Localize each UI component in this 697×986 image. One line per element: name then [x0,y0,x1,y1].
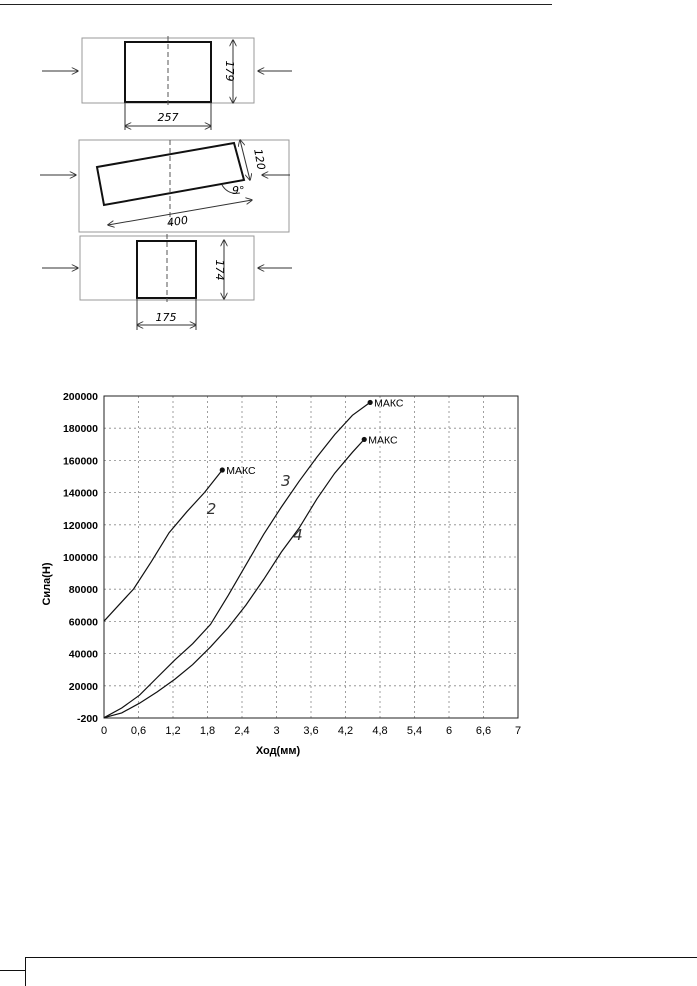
y-tick-label: 60000 [68,616,98,629]
y-tick-label: 20000 [68,680,98,693]
series-line-4 [104,439,364,717]
series [104,402,370,717]
specimen-sketches [0,0,697,370]
height-label: 174 [213,259,226,281]
y-tick-label: -200 [76,713,98,725]
x-tick-label: 1,8 [199,725,216,737]
max-point-marker [220,467,225,472]
force-displacement-chart [36,384,536,760]
width-label: 400 [166,213,189,230]
grid [104,396,518,718]
height-label: 179 [223,60,236,82]
x-tick-label: 0 [100,725,108,737]
series-line-3 [104,402,370,717]
x-tick-label: 0,6 [130,725,147,737]
page-footer-rule [25,957,697,958]
specimen-1 [42,36,292,130]
y-tick-label: 140000 [62,487,98,500]
x-axis-label: Ход(мм) [255,745,301,757]
width-label: 257 [157,111,179,124]
max-point-marker [368,400,373,405]
x-tick-label: 5,4 [406,725,423,737]
x-tick-label: 3,6 [303,725,319,737]
y-tick-labels [63,391,98,725]
x-tick-label: 2,4 [234,725,250,737]
y-tick-label: 100000 [62,552,98,564]
specimen-2 [40,140,290,232]
series-label-2: 2 [206,499,217,518]
height-label: 120 [251,147,268,171]
y-tick-label: 200000 [62,391,98,403]
width-label: 175 [155,311,177,324]
x-tick-label: 7 [514,725,522,737]
x-tick-label: 6,6 [475,725,492,737]
y-tick-label: 40000 [68,648,98,661]
y-tick-label: 120000 [62,519,98,532]
x-tick-label: 6 [445,725,453,737]
specimen-3 [42,234,292,330]
x-tick-labels [101,725,521,737]
series-label-3: 3 [281,472,291,491]
max-point-marker [362,437,367,442]
y-tick-label: 160000 [62,455,98,468]
max-point-label: МАКС [368,434,398,447]
y-axis-label: Сила(Н) [41,562,53,606]
series-line-2 [104,470,222,621]
angle-label: 9° [232,184,245,197]
y-tick-label: 180000 [62,423,98,436]
max-point-label: МАКС [374,397,404,410]
chart-svg [36,384,536,760]
x-tick-label: 4,8 [372,725,388,737]
x-tick-label: 4,2 [337,725,354,737]
page-footer-corner [0,970,25,971]
series-label-4: 4 [293,525,303,544]
max-point-label: МАКС [226,464,256,477]
y-tick-label: 80000 [68,584,98,597]
x-tick-label: 1,2 [165,725,181,737]
page-footer-rule-vertical [25,957,26,986]
x-tick-label: 3 [273,725,280,737]
